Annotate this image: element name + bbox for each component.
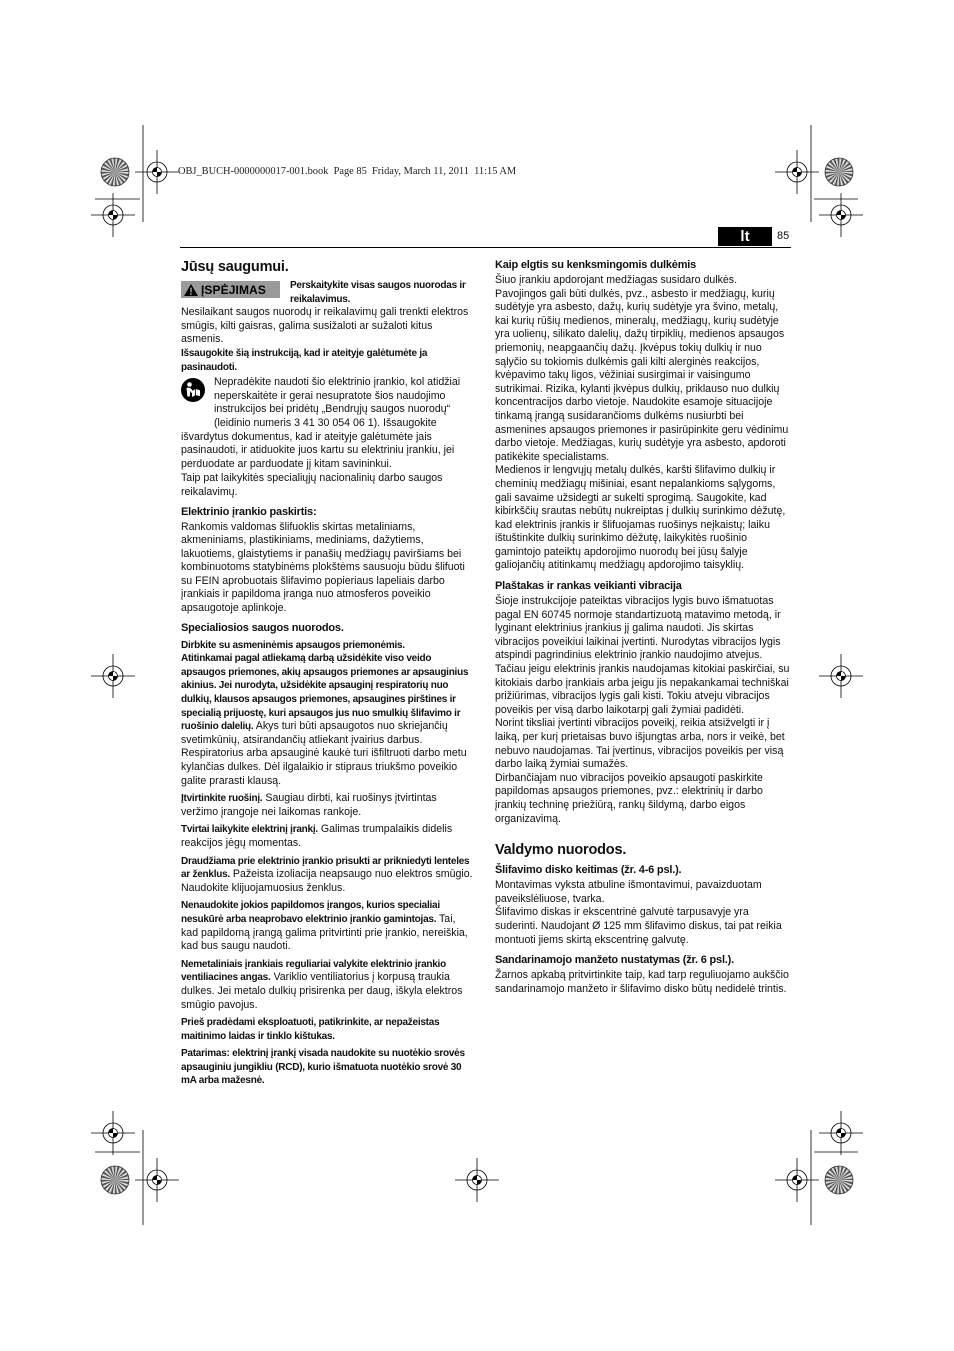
safety-item-text: Galimas trumpalaikis didelis reakcijos jėgų momentas. [181,823,453,849]
safety-item-text: Tai, kad papildomą įrangą galima pritvirtinti prie įrankio, nereiškia, kad bus saugu naudoti. [181,912,468,953]
paragraph: Šiuo įrankiu apdorojant medžiagas susidaro dulkės. Pavojingos gali būti dulkės, pvz., asbesto ir medžiagų, kurių sudėtyje yra asbesto, dažų, kurių sudėtyje yra švino, metalų, kai kurių rūšių medienos, mineralų, medžiagų, kurių sudėtyje yra uolienų, silikato dalelių, dažų tirpiklių, medienos apsaugos priemonių, neapgaančių dažų. Įkvėpus tokių dulkių ir nuo sąlyčio su tokiomis dulkėmis gali kilti alerginės reakcijos, kvėpavimo takų ligos, vėžiniai susirgimai ir vaisingumo sutrikimai. Rizika, kylanti įkvėpus dulkių, priklauso nuo dulkių koncentracijos darbo vietoje. Naudokite esamoje situacijoje tinkamą įrangą susidarančioms dulkėms nusiurbti bei asmenines apsaugos priemones ir pasirūpinkite geru vėdinimu darbo vietoje. Medžiagas, kurių sudėtyje yra asbesto, apdoroti patikėkite specialistams. [495,274,789,463]
section-title-safety: Jūsų saugumui. [181,259,289,275]
safety-item-strong: Nemetaliniais įrankiais reguliariai valykite elektrinio įrankio ventiliacines angas. [181,958,446,984]
warning-row [181,279,474,306]
safety-item [181,1016,474,1043]
header-rule [180,247,791,248]
safety-item [181,792,474,819]
registration-mark [91,654,135,698]
safety-item-strong: Nenaudokite jokios papildomos įrangos, kurios specialiai nesukūrė arba neaprobavo elektrinio įrankio gamintojas. [181,900,440,925]
paragraph: Nesilaikant saugos nuorodų ir reikalavimų gali trenkti elektros smūgis, kilti gaisras, galima susižaloti ar sužaloti kitus asmenis. [181,306,469,346]
warning-text: Perskaitykite visas saugos nuorodas ir reikalavimus. [290,280,466,305]
registration-mark [135,1158,179,1202]
paragraph: Šioje instrukcijoje pateiktas vibracijos lygis buvo išmatuotas pagal EN 60745 normoje standartizuotą matavimo metodą, ir lyginant elektrinius įrankius jį galima naudoti. Jis skirtas vibracijos poveikiui laikinai įvertinti. Nurodytas vibracijos lygis atspindi pagrindinius elektrinio įrankio naudojimo atvejus. Tačiau jeigu elektrinis įrankis naudojamas kitokiai paskirčiai, su kitokiais darbo įrankiais arba jeigu jis nepakankamai techniškai prižiūrimas, vibracijos lygis gali kisti. Tokiu atveju vibracijos poveikis per visą darbo laikotarpį gali žymiai padidėti. [495,595,790,716]
registration-mark [819,654,863,698]
registration-mark [135,150,179,194]
safety-item-strong: Atitinkamai pagal atliekamą darbą užsidėkite viso veido apsaugos priemones, akių apsaugos priemones ar apsauginius akinius. Jei nurodyta, užsidėkite apsauginį respiratorių nuo dulkių, klausos apsaugos priemones, apsaugines pirštines ir specialią prijuostę, kuri apsaugos jus nuo smulkių šlifavimo ir ruošinio dalelių. [181,653,469,733]
warning-label: ĮSPĖJIMAS [201,282,266,297]
safety-item-text: Pažeista izoliacija neapsaugo nuo elektros smūgio. Naudokite klijuojamuosius ženklus. [181,868,473,894]
language-badge: lt [718,227,772,246]
safety-item-strong: Įtvirtinkite ruošinį. [181,793,263,805]
safety-item-text: Variklio ventiliatorius į korpusą traukia dulkes. Jei metalo dulkių prisirenka per daug, iškyla elektros smūgio pavojus. [181,971,463,1011]
heading-intended-use: Elektrinio įrankio paskirtis: [181,505,317,518]
warning-badge [181,281,280,298]
safety-item [181,855,474,896]
paragraph: Taip pat laikykitės specialiųjų nacionalinių darbo saugos reikalavimų. [181,472,443,498]
read-manual-icon [181,378,205,430]
safety-item [181,823,474,850]
heading-disc-change: Šlifavimo disko keitimas (žr. 4-6 psl.). [495,864,682,877]
safety-item-text: Saugiau dirbti, kai ruošinys įtvirtintas veržimo įrangoje nei laikomas rankoje. [181,792,437,818]
section-title-operating: Valdymo nuorodos. [495,842,627,859]
safety-item-strong: Draudžiama prie elektrinio įrankio prisukti ar prikniedyti lenteles ar ženklus. [181,855,470,881]
registration-mark [775,150,819,194]
paragraph: Dirbančiajam nuo vibracijos poveikio apsaugoti paskirkite papildomas apsaugos priemones, pvz.: elektrinių ir darbo įrankių techninę priežiūrą, rankų šildymą, darbo eigos organizavimą. [495,771,763,825]
paragraph: Rankomis valdomas šlifuoklis skirtas metaliniams, akmeniniams, plastikiniams, mediniams, dažytiems, lakuotiems, glaistytiems ir panašių medžiagų paviršiams bei kombinuotoms statybinėms plokštėms sausuoju būdu šlifuoti su FEIN aprobuotais šlifavimo popieriaus lapeliais darbo įrankiais ir papildoma įranga nuo atmosferos poveikio apsaugotoje aplinkoje. [181,520,465,615]
safety-item-strong: Prieš pradėdami eksploatuoti, patikrinkite, ar nepažeistas maitinimo laidas ir tinklo kištukas. [181,1017,440,1042]
heading-vibration: Plaštakas ir rankas veikianti vibracija [495,580,682,593]
paragraph: Šlifavimo diskas ir ekscentrinė galvutė tarpusavyje yra suderinti. Naudojant Ø 125 mm šlifavimo diskus, tai pat reikia montuoti jiems skirtą ekscentrinę galvutę. [495,906,782,946]
safety-item-strong: Tvirtai laikykite elektrinį įrankį. [181,824,318,836]
heading-special-safety: Specialiosios saugos nuorodos. [181,621,344,634]
heading-sealing-collar: Sandarinamojo manžeto nustatymas (žr. 6 psl.). [495,954,734,967]
registration-mark [91,1111,135,1155]
print-info-line: OBJ_BUCH-0000000017-001.book Page 85 Friday, March 11, 2011 11:15 AM [178,166,517,177]
warning-triangle-icon [183,283,199,297]
safety-item-lead: Dirbkite su asmeninėmis apsaugos priemonėmis. [181,639,405,651]
registration-mark [819,1111,863,1155]
safety-item [181,958,474,1012]
color-target-bottom-right [825,1166,853,1194]
manual-notice [181,376,474,471]
heading-harmful-dust: Kaip elgtis su kenksmingomis dulkėmis [495,259,697,271]
page-number: 85 [777,230,790,242]
paragraph: Montavimas vyksta atbuline išmontavimui, pavaizduotam paveikslėliuose, tvarka. [495,879,762,905]
safety-item [181,639,474,789]
paragraph-bold: Išsaugokite šią instrukciją, kad ir ateityje galėtumėte ja pasinaudoti. [181,347,428,373]
color-target-top-left [101,158,129,186]
color-target-bottom-left [101,1166,129,1194]
left-column [181,258,474,1088]
registration-mark [455,1158,499,1202]
registration-mark [91,193,135,237]
paragraph: Medienos ir lengvųjų metalų dulkės, karšti šlifavimo dulkių ir cheminių medžiagų mišiniai, esant nepalankioms sąlygoms, gali savaime užsidegti ar sukelti sprogimą. Saugokite, kad kibirkščių srautas nebūtų nukreiptas į dulkių surinkimo dėžutę, kad elektrinis įrankis ir šlifuojamas ruošinys neįkaistų; laiku ištuštinkite dulkių surinkimo dėžutę, laikykitės ruošinio gamintojo pateiktų apdorojimo nuorodų bei jūsų šalyje galiojančių atitinkamų medžiagų apdorojimo taisyklių. [495,464,786,572]
registration-mark [775,1158,819,1202]
paragraph: Žarnos apkabą pritvirtinkite taip, kad tarp reguliuojamo aukščio sandarinamojo manžeto ir šlifavimo disko būtų nedidelė trintis. [495,969,789,995]
paragraph: Norint tiksliai įvertinti vibracijos poveikį, reikia atsižvelgti ir į laiką, per kurį prietaisas buvo išjungtas arba, nors ir veikė, bet nebuvo naudojamas. Tai įvertinus, vibracijos poveikis per visą darbo laiką žymiai sumažės. [495,717,785,771]
safety-item [181,899,474,953]
right-column [495,258,790,996]
registration-mark [819,193,863,237]
safety-item-strong: Patarimas: elektrinį įrankį visada naudokite su nuotėkio srovės apsauginiu jungikliu (RCD), kurio išmatuota nuotėkio srovė 30 mA arba mažesnė. [181,1048,465,1087]
color-target-top-right [825,158,853,186]
paragraph: Nepradėkite naudoti šio elektrinio įrankio, kol atidžiai neperskaitėte ir gerai nesupratote šios naudojimo instrukcijos bei pridėtų „Bendrųjų saugos nuorodų“ (leidinio numeris 3 41 30 054 06 1). Išsaugokite išvardytus dokumentus, kad ir ateityje galėtumėte jais pasinaudoti, ir atiduokite juos kartu su elektriniu įrankiu, jei perduodate ar parduodate jį kitam savininkui. [181,376,461,470]
safety-item [181,1047,474,1088]
safety-item-text: Akys turi būti apsaugotos nuo skriejančių svetimkūnių, atsirandančių atliekant įvairius darbus. Respiratorius arba apsauginė kaukė turi išfiltruoti darbo metu kylančias dulkes. Dėl ilgalaikio ir stipraus triukšmo poveikio galite prarasti klausą. [181,720,467,787]
